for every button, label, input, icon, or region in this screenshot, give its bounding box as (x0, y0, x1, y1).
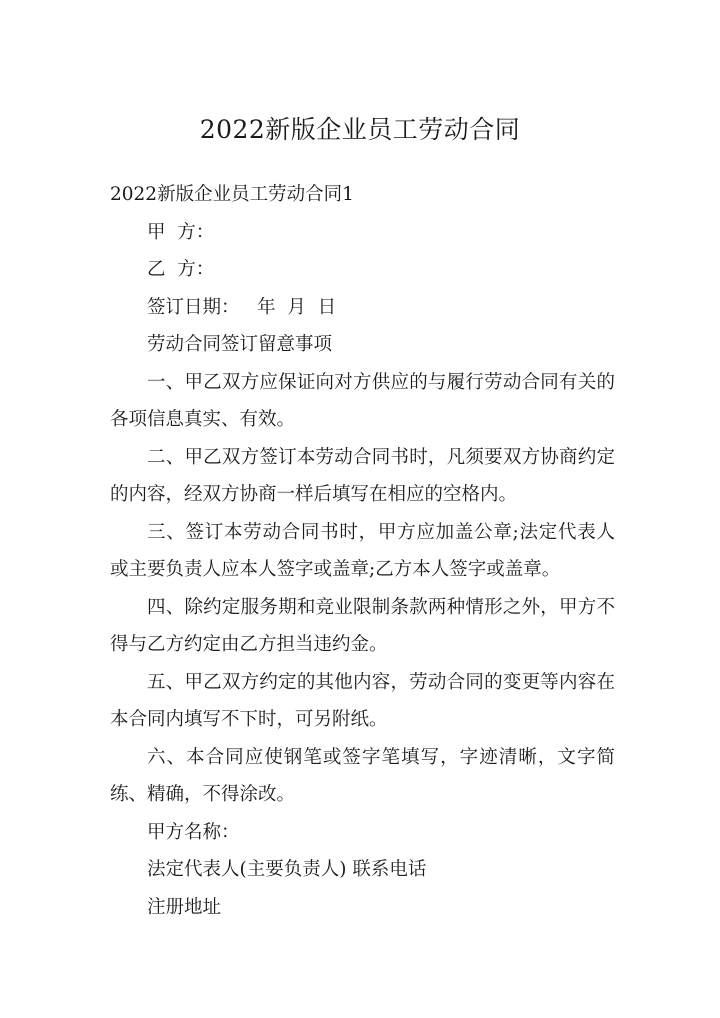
note-paragraph: 二、甲乙双方签订本劳动合同书时，凡须要双方协商约定的内容，经双方协商一样后填写在相应的空格内。 (110, 446, 615, 505)
note-paragraph: 一、甲乙双方应保证向对方供应的与履行劳动合同有关的各项信息真实、有效。 (110, 371, 615, 430)
notes-heading: 劳动合同签订留意事项 (147, 334, 333, 355)
party-b-line: 乙 方： (147, 259, 215, 280)
note-paragraph: 六、本合同应使钢笔或签字笔填写，字迹清晰，文字简练、精确，不得涂改。 (110, 746, 615, 805)
legal-rep-line: 法定代表人(主要负责人) 联系电话 (147, 859, 427, 880)
note-paragraph: 三、签订本劳动合同书时，甲方应加盖公章;法定代表人或主要负责人应本人签字或盖章;乙方本人签字或盖章。 (110, 521, 615, 580)
document-title: 2022新版企业员工劳动合同 (199, 115, 521, 144)
note-paragraph: 四、除约定服务期和竞业限制条款两种情形之外，甲方不得与乙方约定由乙方担当违约金。 (110, 596, 615, 655)
sign-date-line: 签订日期： 年 月 日 (147, 296, 337, 318)
party-a-name-line: 甲方名称： (147, 821, 240, 843)
note-paragraph: 五、甲乙双方约定的其他内容，劳动合同的变更等内容在本合同内填写不下时，可另附纸。 (110, 671, 615, 730)
document-subtitle: 2022新版企业员工劳动合同1 (110, 184, 354, 205)
party-a-line: 甲 方： (147, 221, 215, 243)
document-body (110, 176, 615, 926)
reg-address-line: 注册地址 (147, 896, 222, 918)
